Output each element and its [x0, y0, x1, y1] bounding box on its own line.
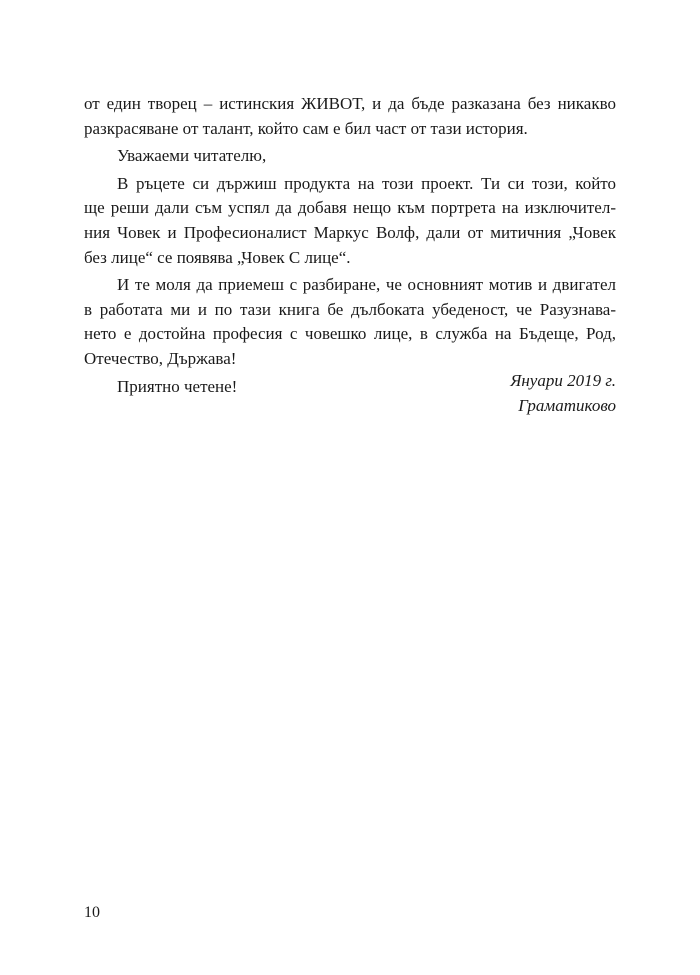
text-line: разкрасяване от талант, който сам е бил част от тази история.	[84, 118, 528, 138]
text-line: в работата ми и по тази книга бе дълбоката убеденост, че Разузнава-	[84, 299, 616, 319]
text-line: Отечество, Държава!	[84, 348, 237, 368]
text-line: от един творец – истинския ЖИВОТ, и да бъде разказана без никакво	[84, 94, 616, 113]
signature-date: Януари 2019 г.	[510, 371, 616, 390]
signature-block	[510, 369, 616, 418]
text-line: без лице“ се появява „Човек С лице“.	[84, 247, 351, 267]
text-line: ще реши дали съм успял да добавя нещо към портрета на изключител-	[84, 198, 616, 218]
text-line: Приятно четене!	[117, 376, 238, 396]
text-line: нето е достойна професия с човешко лице, в служба на Бъдеще, Род,	[84, 324, 616, 344]
text-line: И те моля да приемеш с разбиране, че основният мотив и двигател	[117, 275, 616, 295]
text-line: В ръцете си държиш продукта на този проект. Ти си този, който	[117, 173, 616, 193]
text-line: Уважаеми читателю,	[117, 146, 267, 166]
text-line: ния Човек и Професионалист Маркус Волф, дали от митичния „Човек	[84, 222, 616, 242]
signature-place: Граматиково	[518, 395, 616, 415]
body-text	[84, 92, 616, 399]
page-number: 10	[84, 904, 100, 921]
